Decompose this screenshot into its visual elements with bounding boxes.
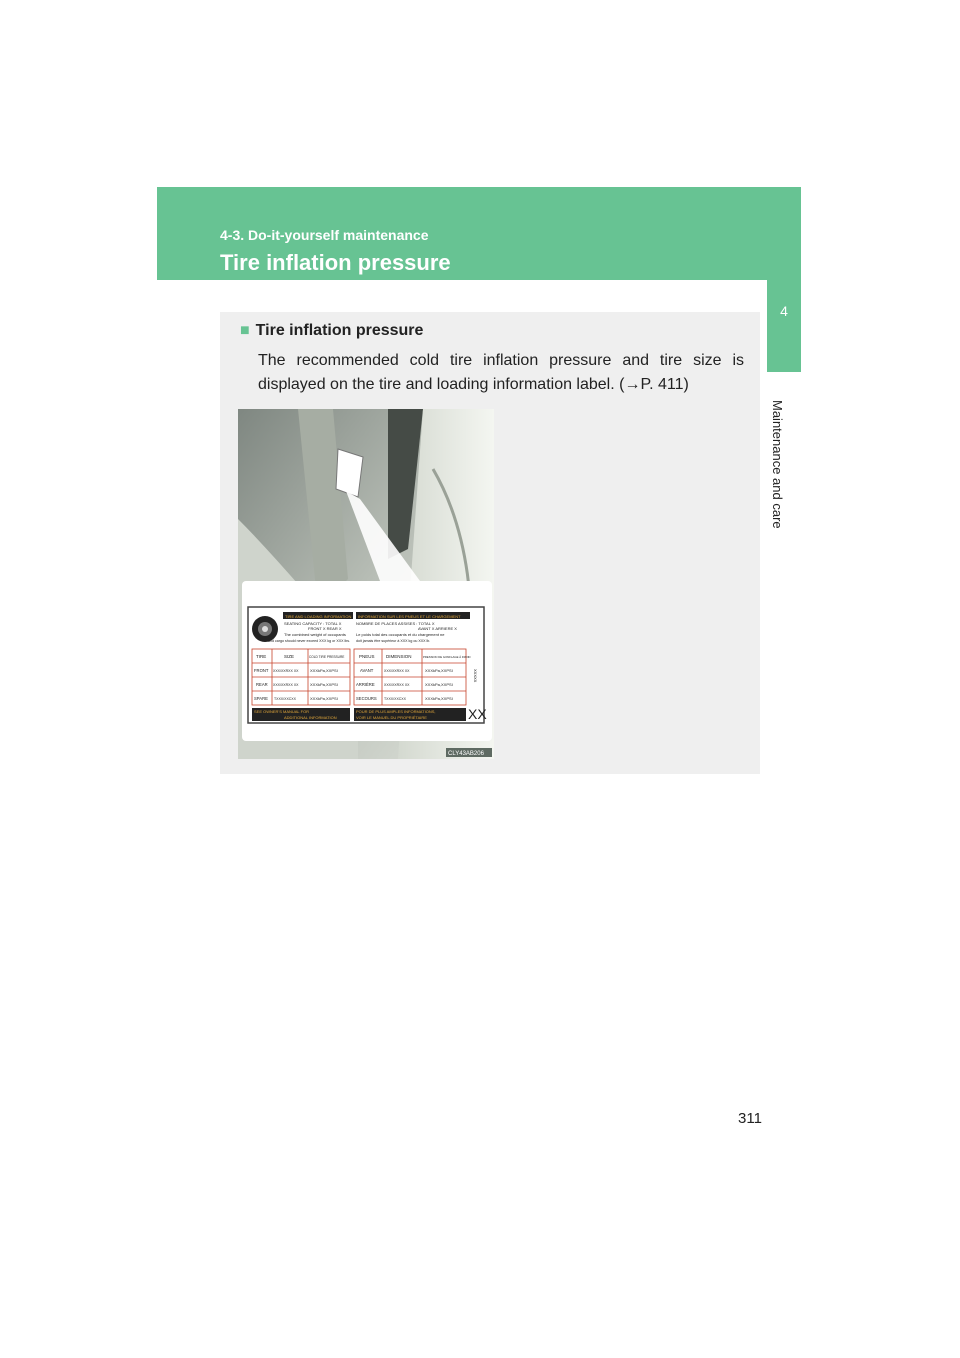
label-en-seating: SEATING CAPACITY : TOTAL X (284, 621, 342, 626)
label-en-footer-line2: ADDITIONAL INFORMATION (284, 715, 337, 720)
label-side-code: XXXXX (473, 669, 478, 683)
label-fr-row-secours-pressure: XXXkPa,XXPSI (425, 696, 453, 701)
label-en-row-spare-pressure: XXXkPa,XXPSI (310, 696, 338, 701)
label-en-seating-detail: FRONT X REAR X (308, 626, 342, 631)
door-pillar-figure (238, 409, 494, 759)
label-en-row-front-size: XXX/XXRXX XX (273, 669, 299, 673)
figure-code: CLY43AB206 (448, 751, 484, 757)
label-en-row-rear-pressure: XXXkPa,XXPSI (310, 682, 338, 687)
label-fr-row-secours-size: TXXX/XXCXX (384, 697, 406, 701)
label-fr-header-pneus: PNEUS (359, 654, 375, 659)
label-fr-seating: NOMBRE DE PLACES ASSISES : TOTAL X (356, 621, 435, 626)
label-fr-row-arriere-pressure: XXXkPa,XXPSI (425, 682, 453, 687)
door-pillar-illustration (238, 409, 494, 759)
label-fr-row-avant-pressure: XXXkPa,XXPSI (425, 668, 453, 673)
label-fr-seating-detail: AVANT X ARRIERE X (418, 626, 457, 631)
label-en-row-rear: REAR (256, 682, 268, 687)
subheading-text: Tire inflation pressure (255, 322, 424, 339)
page-title: Tire inflation pressure (220, 250, 451, 275)
label-en-row-rear-size: XXX/XXRXX XX (273, 683, 299, 687)
label-en-combined: The combined weight of occupants (284, 632, 346, 637)
page-number: 311 (738, 1110, 762, 1127)
label-fr-row-arriere-size: XXX/XXRXX XX (384, 683, 410, 687)
chapter-tab (767, 280, 801, 372)
label-fr-header-dimension: DIMENSION (386, 654, 412, 659)
label-fr-row-arriere: ARRIÈRE (356, 682, 375, 687)
body-paragraph: The recommended cold tire inflation pressure and tire size is displayed on the tire and loading information label. (→P. 411) (258, 352, 744, 393)
label-en-row-front: FRONT (254, 668, 269, 673)
label-en-footer-line1: SEE OWNER'S MANUAL FOR (254, 709, 310, 714)
label-fr-row-avant-size: XXX/XXRXX XX (384, 669, 410, 673)
label-en-header-size: SIZE (284, 654, 295, 659)
label-fr-poids: Le poids total des occupants et du chargement ne (356, 632, 445, 637)
label-fr-footer-line1: POUR DE PLUS AMPLES INFORMATIONS, (356, 709, 436, 714)
subheading (240, 322, 423, 340)
label-en-header-pressure: COLD TIRE PRESSURE (309, 655, 345, 659)
section-label: 4-3. Do-it-yourself maintenance (220, 227, 429, 243)
label-fr-title: INFORMATION SUR LES PNEUS ET LE CHARGEMENT (358, 614, 461, 619)
chapter-tab-number: 4 (780, 303, 788, 319)
label-en-row-front-pressure: XXXkPa,XXPSI (310, 668, 338, 673)
label-en-row-spare-size: TXXX/XXCXX (274, 697, 296, 701)
square-bullet-icon: ■ (240, 322, 250, 339)
chapter-tab-label: Maintenance and care (770, 400, 785, 529)
label-fr-header-pression: PRESSION DE GONFLAGE À FROID (423, 655, 471, 659)
label-fr-row-avant: AVANT (360, 668, 374, 673)
label-en-header-tire: TIRE (256, 654, 267, 659)
label-side-big-mark: XX (468, 706, 487, 722)
label-en-row-spare: SPARE (254, 696, 268, 701)
label-fr-row-secours: SECOURS (356, 696, 377, 701)
label-en-title: TIRE AND LOADING INFORMATION (285, 614, 352, 619)
label-fr-poids-detail: doit jamais être supérieur à XXX kg ou XXX lb. (356, 639, 431, 643)
label-en-cargo: and cargo should never exceed XXX kg or XXX lbs. (268, 639, 351, 643)
label-fr-footer-line2: VOIR LE MANUEL DU PROPRIÉTAIRE (356, 715, 427, 720)
